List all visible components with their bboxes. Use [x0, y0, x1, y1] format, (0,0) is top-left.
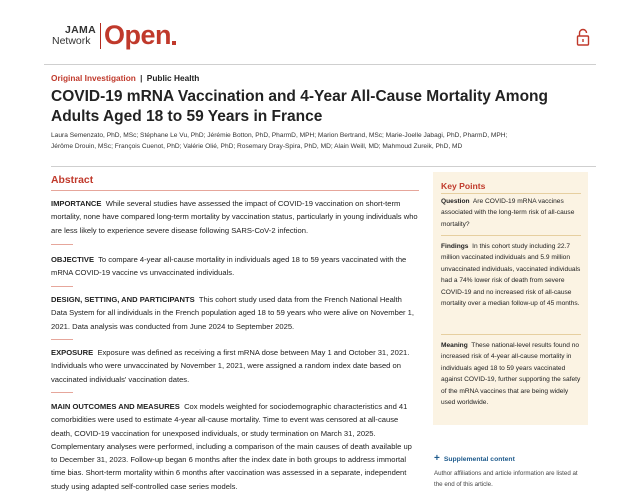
abstract-heading: Abstract [51, 175, 94, 186]
article-kicker [51, 73, 199, 83]
authors-line-1: Laura Semenzato, PhD, MSc; Stéphane Le Vu, PhD; Jérémie Botton, PhD, PharmD, MPH; Marion Bertrand, MSc; Marie-Joelle Jabagi, PhD, PharmD, MPH; [51, 132, 508, 139]
article-section: Public Health [146, 73, 200, 83]
key-points-question [441, 196, 583, 230]
meaning-text: These national-level results found no increased risk of 4-year all-cause mortality in individuals aged 18 to 59 years vaccinated against COVID-19, further supporting the safety of the mRNA vaccines that are being widely used worldwide. [441, 342, 581, 407]
logo-jama: JAMA [65, 23, 96, 36]
objective-label: OBJECTIVE [51, 255, 95, 264]
meaning-label: Meaning [441, 342, 468, 349]
logo-dot [172, 41, 176, 45]
journal-header [44, 14, 596, 56]
abstract-importance [51, 197, 419, 237]
logo-divider [100, 23, 101, 49]
abstract-exposure [51, 346, 419, 386]
supplemental-label: Supplemental content [443, 455, 515, 463]
importance-label: IMPORTANCE [51, 199, 102, 208]
objective-text: To compare 4-year all-cause mortality in individuals aged 18 to 59 years vaccinated with the mRNA COVID-19 vaccine vs unvaccinated individuals. [51, 255, 407, 278]
question-text: Are COVID-19 mRNA vaccines associated with the long-term risk of all-cause mortality? [441, 198, 575, 228]
article-type: Original Investigation [51, 73, 136, 83]
exposure-text: Exposure was defined as receiving a first mRNA dose between May 1 and October 31, 2021. Individuals who were unvaccinated by November 1, 2021, were assigned a random index date based on vaccinated individuals' vaccination dates. [51, 348, 410, 384]
importance-text: While several studies have assessed the impact of COVID-19 vaccination on short-term mortality, none have compared long-term mortality by vaccination status, particularly in young individuals who are less likely to experience severe disease following SARS-CoV-2 infection. [51, 199, 418, 235]
affiliations-note: Author affiliations and article information are listed at the end of this article. [434, 470, 578, 488]
journal-logo[interactable] [52, 22, 176, 49]
abstract-outcomes [51, 400, 419, 493]
key-points-findings [441, 241, 583, 309]
authors-line-2: Jérôme Drouin, MSc; François Cuenot, PhD; Valérie Olié, PhD; Rosemary Dray-Spira, PhD, MD; Alain Weill, MD; Mahmoud Zureik, PhD, MD [51, 143, 463, 150]
outcomes-text: Cox models weighted for sociodemographic characteristics and 41 comorbidities were used to estimate 4-year all-cause mortality. Time to event was censored at all-cause death, COVID-19 vaccination for unexposed individuals, or study termination on March 31, 2025. Complementary analyses were performed, including a comparison of the main causes of death available up to December 31, 2023. Follow-up began 6 months after the index date in both groups to address immortal time bias. Short-term mortality within 6 months after vaccination was assessed in a separate, independent study using adapted self-controlled case series models. [51, 402, 412, 491]
section-divider [51, 286, 73, 287]
article-title: COVID-19 mRNA Vaccination and 4-Year All-Cause Mortality Among Adults Aged 18 to 59 Years in France [51, 88, 548, 125]
header-rule [44, 64, 596, 65]
logo-open: Open [103, 20, 171, 50]
exposure-label: EXPOSURE [51, 348, 94, 357]
key-points-rule [441, 193, 581, 194]
key-points-heading: Key Points [441, 181, 486, 191]
kicker-separator: | [140, 73, 143, 83]
design-label: DESIGN, SETTING, AND PARTICIPANTS [51, 295, 195, 304]
section-divider [51, 392, 73, 393]
key-points-divider [441, 334, 581, 335]
logo-wordmark [52, 25, 96, 47]
key-points-divider [441, 235, 581, 236]
author-list [51, 130, 591, 152]
outcomes-label: MAIN OUTCOMES AND MEASURES [51, 402, 180, 411]
authors-rule [51, 166, 596, 167]
findings-label: Findings [441, 243, 469, 250]
design-text: This cohort study used data from the French National Health Data System for all individuals in the French population aged 18 to 59 years who were alive on November 1, 2021. Data analysis was conducted from June 2024 to September 2025. [51, 295, 415, 331]
findings-text: In this cohort study including 22.7 million vaccinated individuals and 5.9 million unvaccinated individuals, vaccinated individuals had a 74% lower risk of death from severe COVID-19 and no increased risk of all-cause mortality over a median follow-up of 45 months. [441, 243, 581, 308]
supplemental-content-link[interactable] [434, 454, 515, 464]
section-divider [51, 339, 73, 340]
section-divider [51, 244, 73, 245]
abstract-design [51, 293, 419, 333]
key-points-meaning [441, 340, 583, 408]
open-lock-icon [576, 28, 590, 46]
logo-network: Network [52, 35, 91, 47]
abstract-rule [51, 190, 419, 191]
plus-icon: + [434, 453, 440, 464]
abstract-objective [51, 253, 419, 280]
question-label: Question [441, 198, 470, 205]
